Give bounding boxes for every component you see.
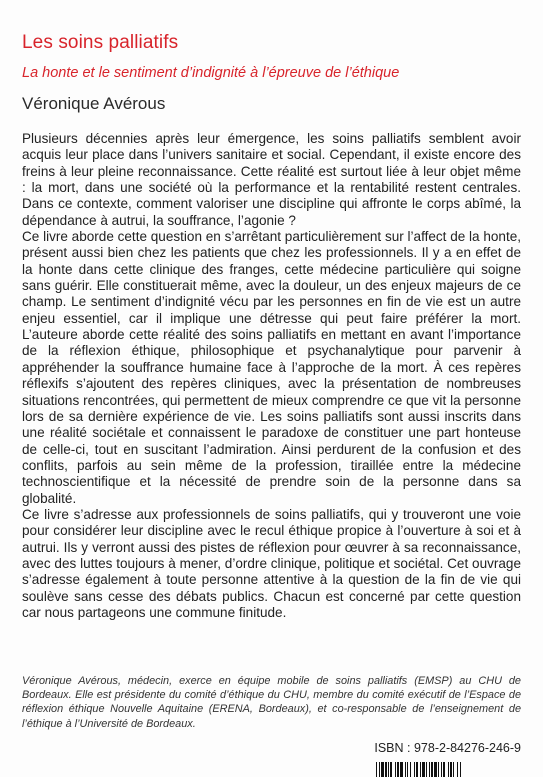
barcode-bar [410, 762, 411, 777]
barcode-bar [460, 762, 461, 777]
book-subtitle: La honte et le sentiment d’indignité à l’épreuve de l’éthique [22, 65, 400, 81]
barcode-bar [390, 762, 392, 777]
blurb-paragraph: Ce livre aborde cette question en s’arrêtant particulièrement sur l’affect de la honte, présent aussi bien chez les patients que chez les professionnels. Il y a en effet de la honte dans cette clinique des franges, cette médecine particulière qui soigne sans guérir. Elle constituerait même, avec la douleur, un des enjeux majeurs de ce champ. Le sentiment d’indignité vécu par les personnes en fin de vie est un autre enjeu essentiel, car il implique une détresse qui peut faire préférer la mort. L’auteure aborde cette réalité des soins palliatifs en mettant en avant l’importance de la réflexion éthique, philosophique et psychanalytique pour parvenir à appréhender la souffrance humaine face à l’approche de la mort. À ces repères réflexifs s’ajoutent des repères cliniques, avec la présentation de nombreuses situations rencontrées, qui permettent de mieux comprendre ce que vit la personne lors de sa dernière expérience de vie. Les soins palliatifs sont aussi inscrits dans une réalité sociétale et connaissent le paradoxe de constituer une part honteuse de celle-ci, tout en suscitant l’admiration. Ainsi perdurent de la confusion et des conflits, parfois au sein même de la profession, tiraillée entre la médecine technoscientifique et la nécessité de prendre soin de la personne dans sa globalité. [22, 229, 522, 506]
barcode-bar [450, 762, 452, 777]
barcode-bar [416, 762, 418, 777]
barcode-bar [414, 762, 415, 777]
blurb [22, 131, 521, 621]
barcode-bar [431, 762, 433, 777]
barcode-bar [429, 762, 430, 777]
barcode-bar [381, 762, 384, 777]
author-bio: Véronique Avérous, médecin, exerce en équipe mobile de soins palliatifs (EMSP) au CHU de Bordeaux. Elle est présidente du comité d’éthique du CHU, membre du comité exécutif de l’Espace de réflexion éthique Nouvelle Aquitaine (ERENA, Bordeaux), et co-responsable de l’enseignement de l’éthique à l’Université de Bordeaux. [22, 675, 521, 730]
barcode-bar [420, 762, 421, 777]
barcode-graphic [375, 762, 521, 777]
barcode-bar [405, 762, 406, 777]
barcode-bar [397, 762, 399, 777]
blurb-paragraph: Plusieurs décennies après leur émergence, les soins palliatifs semblent avoir acquis leur place dans l’univers sanitaire et social. Cependant, il existe encore des freins à leur pleine reconnaissance. Cette réalité est surtout liée à leur objet même : la mort, dans une société où la performance et la rentabilité restent centrales. Dans ce contexte, comment valoriser une discipline qui affronte le corps abîmé, la dépendance à autrui, la souffrance, l’agonie ? [22, 131, 521, 228]
blurb-paragraph: Ce livre s’adresse aux professionnels de soins palliatifs, qui y trouveront une voie pour considérer leur discipline avec le recul éthique propice à l’ouverture à soi et à autrui. Ils y verront aussi des pistes de réflexion pour œuvrer à sa reconnaissance, avec des luttes toujours à mener, d’ordre clinique, politique et sociétal. Cet ouvrage s’adresse également à toute personne attentive à la question de la fin de vie qui soulève sans cesse des débats publics. Chacun est concerné par cette question car nous partageons une commune finitude. [22, 506, 521, 620]
barcode-bar [376, 762, 377, 777]
barcode-bar [400, 762, 403, 777]
barcode-bar [388, 762, 389, 777]
barcode-bar [426, 762, 427, 777]
barcode-bar [441, 762, 442, 777]
barcode-bar [379, 762, 380, 777]
isbn-label: ISBN : 978-2-84276-246-9 [374, 741, 521, 755]
author-name: Véronique Avérous [22, 94, 166, 113]
barcode-bar [385, 762, 387, 777]
book-title: Les soins palliatifs [22, 32, 179, 53]
barcode-bar [422, 762, 425, 777]
barcode-bar [407, 762, 408, 777]
barcode-bar [453, 762, 454, 777]
barcode-bar [434, 762, 437, 777]
barcode-bar [448, 762, 449, 777]
barcode [375, 762, 521, 777]
barcode-bar [438, 762, 439, 777]
barcode-bar [395, 762, 396, 777]
barcode-bar [443, 762, 445, 777]
barcode-bar [457, 762, 458, 777]
